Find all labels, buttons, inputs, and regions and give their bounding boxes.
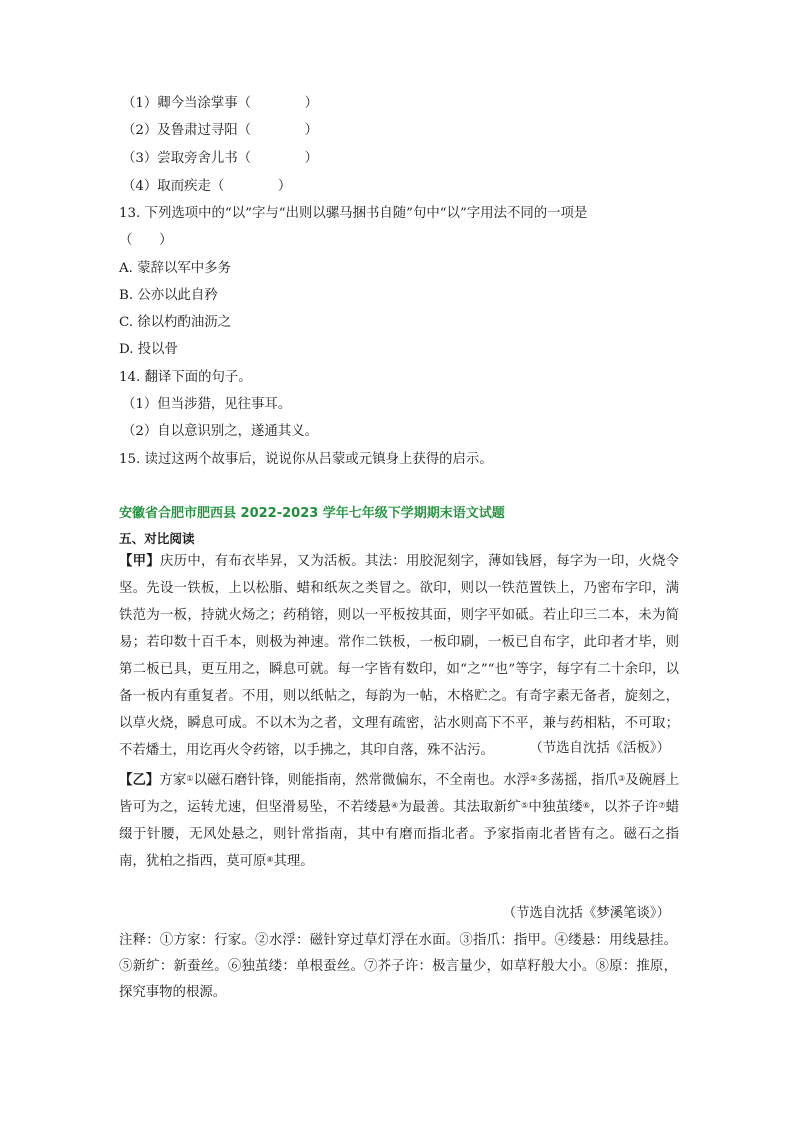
passage-a-source: （节选自沈括《活板》） — [529, 741, 670, 756]
passage-a-label: 【甲】 — [119, 553, 160, 569]
q13-option-d: D. 投以骨 — [119, 342, 178, 357]
section-title: 安徽省合肥市肥西县 2022-2023 学年七年级下学期期末语文试题 — [119, 506, 505, 521]
q13-stem: 13. 下列选项中的“以”字与“出则以骡马捆书自随”句中“以”字用法不同的一项是 — [119, 206, 588, 221]
note-ref: ⑧ — [266, 855, 274, 864]
q13-option-a: A. 蒙辞以军中多务 — [119, 261, 231, 276]
q12-item-1: （1）卿今当涂掌事（ ） — [122, 96, 318, 111]
passage-b-text: 蜡缀于针腰，无风处悬之，则针常指南，其中有磨而指北者。予家指南北者皆有之。磁石之指南，犹柏之指西，莫可原 — [119, 800, 680, 869]
passage-b-text: 方家 — [159, 773, 187, 788]
q12-item-4: （4）取而疾走（ ） — [122, 179, 292, 194]
passage-b — [119, 767, 679, 875]
note-ref: ④ — [391, 801, 399, 810]
passage-a-text: 庆历中，有布衣毕昇，又为活板。其法：用胶泥刻字，薄如钱唇，每字为一印，火烧令坚。先设一铁板，上以松脂、蜡和纸灰之类冒之。欲印，则以一铁范置铁上，乃密布字印，满铁范为一板，持就火炀之；药稍镕，则以一平板按其面，则字平如砥。若止印三二本，未为简易；若印数十百千本，则极为神速。常作二铁板，一板印刷，一板已自布字，此印者才毕，则第二板已具，更互用之，瞬息可就。每一字皆有数印，如“之”“也”等字，每字有二十余印，以备一板内有重复者。不用，则以纸帖之，每韵为一帖，木格贮之。有奇字素无备者，旋刻之，以草火烧，瞬息可成。不以木为之者，文理有疏密，沾水则高下不平，兼与药相粘，不可取；不若燔土，用讫再火令药镕，以手拂之，其印自落，殊不沾污。 — [119, 554, 680, 758]
note-ref: ⑥ — [582, 801, 591, 810]
note-ref: ⑤ — [521, 801, 529, 810]
q14-item-2: （2）自以意识别之，遂通其义。 — [122, 424, 318, 439]
q15-stem: 15. 读过这两个故事后，说说你从吕蒙或元镇身上获得的启示。 — [119, 452, 493, 467]
note-ref: ③ — [618, 774, 626, 783]
q13-paren: （ ） — [119, 233, 173, 248]
q14-stem: 14. 翻译下面的句子。 — [119, 370, 252, 385]
q12-item-3: （3）尝取旁舍儿书（ ） — [122, 151, 318, 166]
q13-option-c: C. 徐以杓酌油沥之 — [119, 315, 232, 330]
passage-b-source: （节选自沈括《梦溪笔谈》） — [502, 906, 670, 921]
passage-b-text: 及碗唇上皆可为之，运转尤速，但坚滑易坠，不若缕悬 — [119, 773, 680, 815]
q12-item-2: （2）及鲁肃过寻阳（ ） — [122, 123, 318, 138]
passage-b-label: 【乙】 — [119, 772, 160, 788]
passage-b-text: 为最善。其法取新纩 — [398, 800, 521, 815]
note-ref: ⑦ — [658, 801, 666, 810]
passage-b-text: 其理。 — [273, 854, 314, 869]
passage-b-text: 多荡摇，指爪 — [537, 773, 619, 788]
note-ref: ② — [530, 774, 538, 783]
q13-option-b: B. 公亦以此自矜 — [119, 288, 218, 303]
note-ref: ① — [186, 774, 194, 783]
passage-a — [119, 548, 679, 764]
annotations: 注释：①方家：行家。②水浮：磁针穿过草灯浮在水面。③指爪：指甲。④缕悬：用线悬挂。⑤新纩：新蚕丝。⑥独茧缕：单根蚕丝。⑦芥子许：极言量少，如草籽般大小。⑧原：推原，探究事物的根源。 — [119, 933, 677, 1000]
q14-item-1: （1）但当涉猎，见往事耳。 — [122, 397, 292, 412]
section-heading: 五、对比阅读 — [119, 531, 195, 546]
passage-b-text: 中独茧缕 — [528, 800, 583, 815]
passage-b-text: ，以芥子许 — [590, 800, 659, 815]
passage-b-text: 以磁石磨针锋，则能指南，然常微偏东，不全南也。水浮 — [193, 773, 531, 788]
